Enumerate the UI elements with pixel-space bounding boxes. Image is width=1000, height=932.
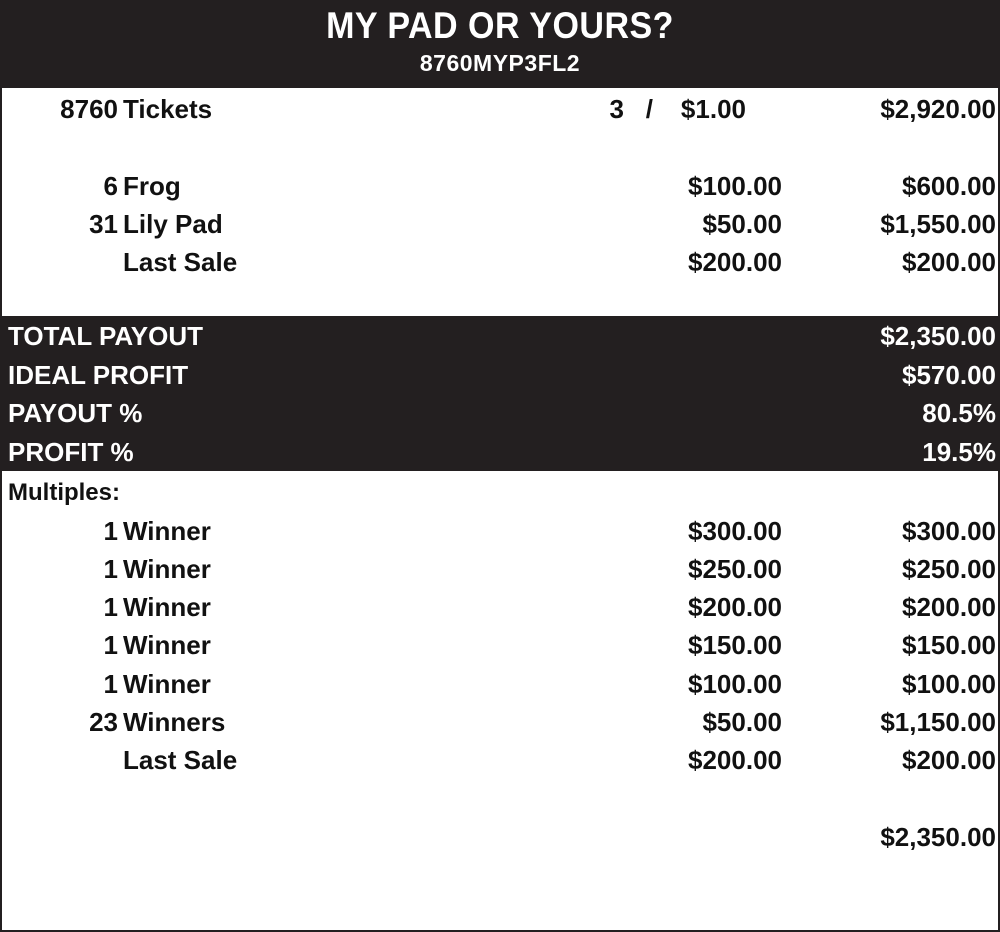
ticket-label: Tickets [123,94,213,124]
summary-row [2,432,998,471]
multiple-price: $200.00 [688,745,782,775]
summary-value: $570.00 [902,359,996,390]
multiple-row [2,703,998,741]
multiple-qty: 1 [103,516,118,546]
multiple-total: $100.00 [902,669,996,699]
multiple-name: Last Sale [123,745,238,775]
prize-row [2,243,998,281]
prize-name: Last Sale [123,247,238,277]
multiple-price: $100.00 [688,669,782,699]
summary-row [2,316,998,355]
summary-value: 19.5% [922,436,996,467]
multiple-total: $1,150.00 [880,707,996,737]
prize-price: $50.00 [702,209,782,239]
summary-row [2,355,998,394]
multiple-name: Winner [123,516,211,546]
ticket-total: $2,920.00 [880,94,996,124]
summary-block [2,316,998,471]
prize-total: $1,550.00 [880,209,996,239]
multiple-row [2,626,998,664]
tickets-row [2,90,998,128]
multiple-qty: 1 [103,592,118,622]
multiples-heading: Multiples: [8,479,120,506]
multiple-row [2,512,998,550]
multiple-name: Winner [123,592,211,622]
multiple-row [2,550,998,588]
multiple-total: $250.00 [902,554,996,584]
multiple-total: $200.00 [902,592,996,622]
multiple-total: $300.00 [902,516,996,546]
game-title: MY PAD OR YOURS? [326,5,674,46]
grand-total: $2,350.00 [880,822,996,852]
game-code: 8760MYP3FL2 [419,50,581,76]
summary-value: $2,350.00 [880,321,996,351]
summary-value: 80.5% [922,398,996,428]
multiple-price: $200.00 [688,592,782,622]
multiple-name: Winners [123,707,226,737]
tickets-slash: / [645,94,653,124]
multiple-price: $300.00 [688,516,782,546]
ticket-count: 8760 [60,94,118,124]
multiple-qty: 23 [89,707,118,737]
multiple-row [2,665,998,703]
multiple-name: Winner [123,669,211,699]
multiple-total: $150.00 [902,630,996,660]
multiple-qty: 1 [103,630,118,660]
prize-name: Frog [123,171,181,201]
summary-label: PROFIT % [8,436,134,467]
prize-row [2,167,998,205]
prize-name: Lily Pad [123,209,223,239]
prize-price: $200.00 [688,247,782,277]
header-bar [2,2,998,88]
prize-price: $100.00 [688,171,782,201]
multiple-price: $50.00 [702,707,782,737]
prize-row [2,205,998,243]
prize-qty: 6 [103,171,118,201]
ticket-price: $1.00 [680,94,746,124]
summary-label: PAYOUT % [8,398,143,428]
summary-label: IDEAL PROFIT [8,359,189,390]
prize-total: $200.00 [902,247,996,277]
multiple-name: Winner [123,630,211,660]
multiple-total: $200.00 [902,745,996,775]
summary-label: TOTAL PAYOUT [8,321,204,351]
multiple-price: $150.00 [688,630,782,660]
prize-qty: 31 [89,209,118,239]
multiple-price: $250.00 [688,554,782,584]
multiple-qty: 1 [103,669,118,699]
multiple-row [2,588,998,626]
summary-row [2,393,998,432]
prize-total: $600.00 [902,171,996,201]
multiple-name: Winner [123,554,211,584]
tickets-per-price: 3 [609,94,624,124]
multiple-row [2,741,998,779]
grand-total-row [2,818,998,856]
multiple-qty: 1 [103,554,118,584]
